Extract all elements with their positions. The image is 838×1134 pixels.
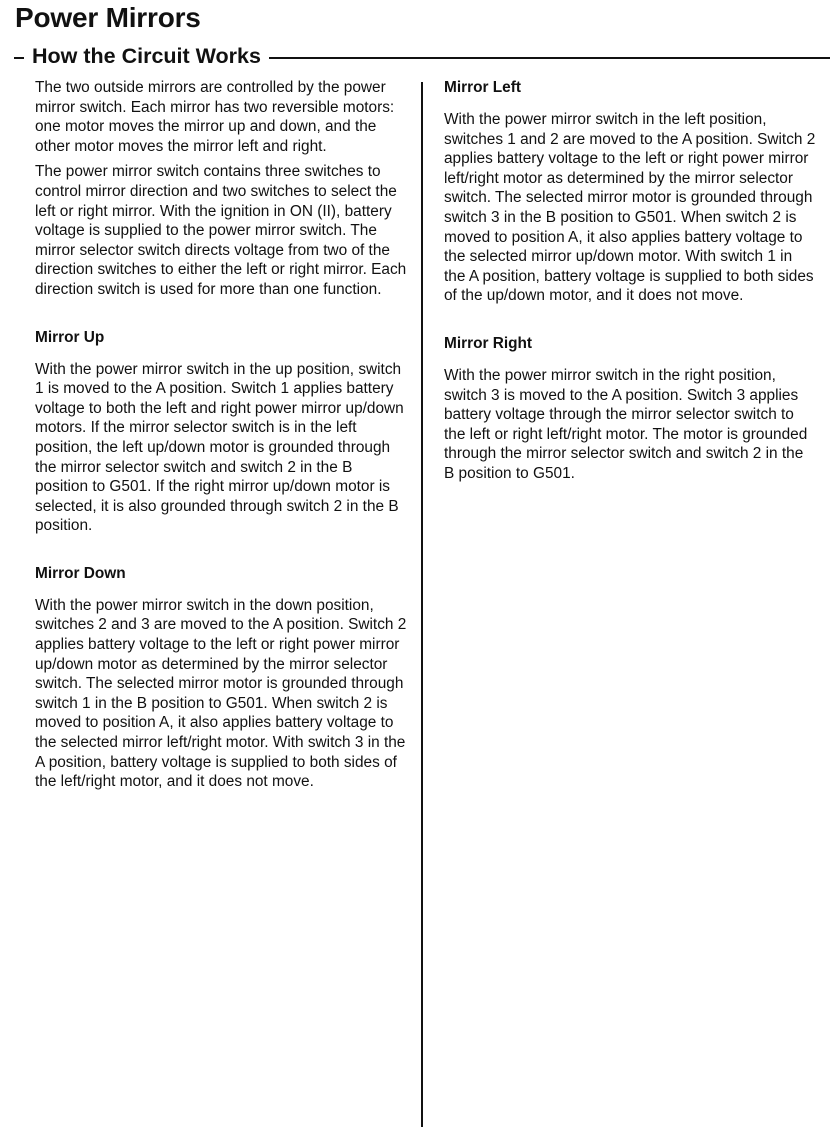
mirror-down-paragraph: With the power mirror switch in the down position, switches 2 and 3 are moved to the A position. Switch 2 applies battery voltage to the left or right power mirror up/down motor as determined by the mirror selector switch. The selected mirror motor is grounded through switch 1 in the B position to G501. When switch 2 is moved to position A, it also applies battery voltage to the selected mirror left/right motor. With switch 3 in the A position, battery voltage is supplied to both sides of the left/right motor, and it does not move. <box>35 596 407 791</box>
section-heading <box>14 42 830 70</box>
mirror-up-paragraph: With the power mirror switch in the up position, switch 1 is moved to the A position. Switch 1 applies battery voltage to both the left and right power mirror up/down motors. If the mirror selector switch is in the left position, the left up/down motor is grounded through the mirror selector switch and switch 2 in the B position to G501. If the right mirror up/down motor is selected, it is also grounded through switch 2 in the B position. <box>35 360 404 535</box>
mirror-right-heading: Mirror Right <box>444 334 533 352</box>
mirror-left-paragraph: With the power mirror switch in the left position, switches 1 and 2 are moved to the A position. Switch 2 applies battery voltage to the left or right power mirror left/right motor as determined by the mirror selector switch. The selected mirror motor is grounded through switch 3 in the B position to G501. When switch 2 is moved to position A, it also applies battery voltage to the selected mirror up/down motor. With switch 1 in the A position, battery voltage is supplied to both sides of the up/down motor, and it does not move. <box>444 111 816 305</box>
mirror-up-heading: Mirror Up <box>35 328 105 346</box>
column-divider <box>421 82 423 1127</box>
mirror-right-paragraph: With the power mirror switch in the right position, switch 3 is moved to the A position. Switch 3 applies battery voltage through the mirror selector switch to the left or right left/right motor. The motor is grounded through the mirror selector switch and switch 2 in the B position to G501. <box>444 366 808 482</box>
intro-paragraph-2: The power mirror switch contains three switches to control mirror direction and two switches to select the left or right mirror. With the ignition in ON (II), battery voltage is supplied to the power mirror switch. The mirror selector switch directs voltage from two of the direction switches to either the left or right mirror. Each direction switch is used for more than one function. <box>35 163 407 298</box>
section-heading-text: How the Circuit Works <box>32 44 261 68</box>
left-column <box>35 78 407 792</box>
mirror-left-heading: Mirror Left <box>444 79 521 96</box>
section-heading-rule <box>269 57 830 59</box>
right-column <box>444 78 816 484</box>
intro-paragraph-1: The two outside mirrors are controlled by the power mirror switch. Each mirror has two reversible motors: one motor moves the mirror up and down, and the other motor moves the mirror left and right. <box>35 79 395 155</box>
page-title: Power Mirrors <box>15 2 201 33</box>
mirror-down-heading: Mirror Down <box>35 564 126 582</box>
section-heading-dash <box>14 57 24 59</box>
